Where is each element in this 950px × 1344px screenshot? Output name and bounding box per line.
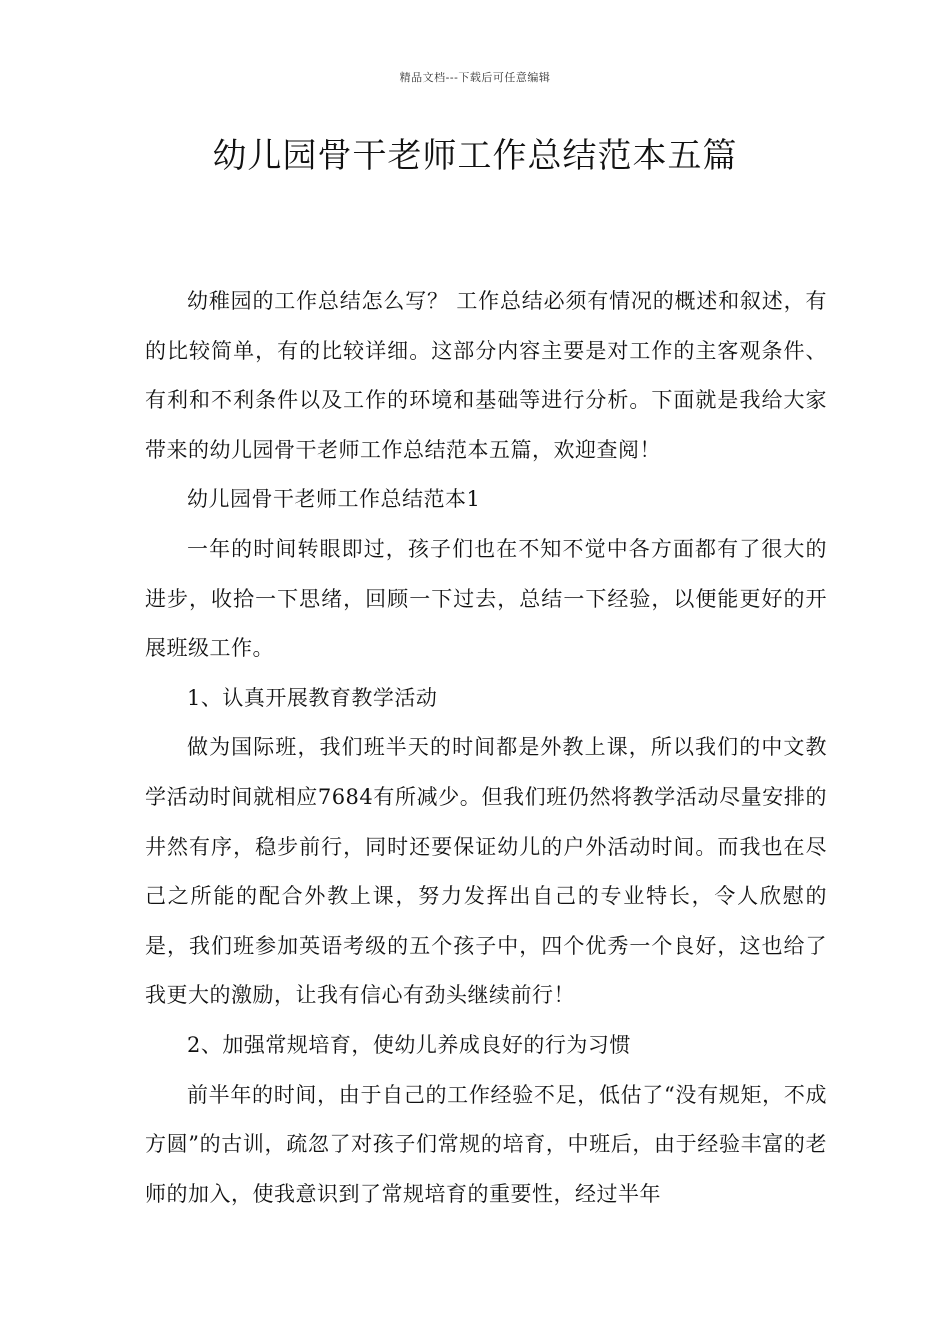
document-title: 幼儿园骨干老师工作总结范本五篇: [212, 136, 738, 176]
intro-paragraph: 幼稚园的工作总结怎么写？ 工作总结必须有情况的概述和叙述，有的比较简单，有的比较详细。这部分内容主要是对工作的主客观条件、有利和不利条件以及工作的环境和基础等进行分析。下面就是我给大家带来的幼儿园骨干老师工作总结范本五篇，欢迎查阅！: [145, 289, 827, 462]
body-paragraph: 一年的时间转眼即过，孩子们也在不知不觉中各方面都有了很大的进步，收拾一下思绪，回顾一下过去，总结一下经验，以便能更好的开展班级工作。: [145, 536, 827, 661]
subsection-heading: 2、加强常规培育，使幼儿养成良好的行为习惯: [187, 1032, 631, 1057]
body-paragraph: 做为国际班，我们班半天的时间都是外教上课，所以我们的中文教学活动时间就相应7684有所减少。但我们班仍然将教学活动尽量安排的井然有序，稳步前行，同时还要保证幼儿的户外活动时间。而我也在尽己之所能的配合外教上课，努力发挥出自己的专业特长，令人欣慰的是，我们班参加英语考级的五个孩子中，四个优秀一个良好，这也给了我更大的激励，让我有信心有劲头继续前行！: [145, 735, 827, 1008]
document-body: [145, 277, 827, 1219]
body-paragraph: 前半年的时间，由于自己的工作经验不足，低估了“没有规矩，不成方圆”的古训，疏忽了对孩子们常规的培育，中班后，由于经验丰富的老师的加入，使我意识到了常规培育的重要性，经过半年: [145, 1082, 827, 1206]
subsection-heading: 1、认真开展教育教学活动: [187, 685, 438, 710]
section-heading: 幼儿园骨干老师工作总结范本1: [187, 487, 481, 512]
header-note: 精品文档---下载后可任意编辑: [399, 71, 551, 84]
